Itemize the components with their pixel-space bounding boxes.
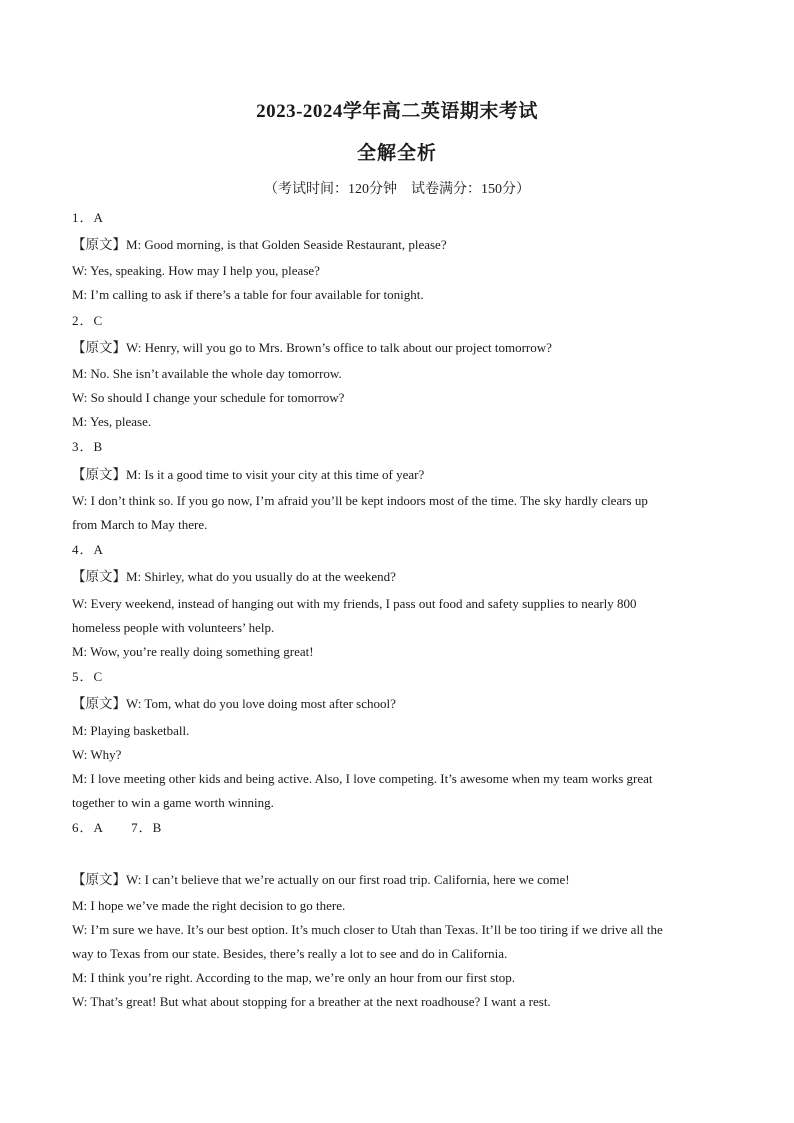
answer-6-7: 6．A 7．B — [72, 820, 163, 835]
transcript-line — [72, 871, 732, 889]
transcript-line: M: Wow, you’re really doing something great! — [72, 644, 314, 659]
transcript-line: M: I think you’re right. According to the map, we’re only an hour from our first stop. — [72, 970, 515, 985]
transcript-text: M: Good morning, is that Golden Seaside Restaurant, please? — [126, 237, 447, 252]
transcript-line: way to Texas from our state. Besides, there’s really a lot to see and do in California. — [72, 946, 508, 961]
transcript-tag: 【原文】 — [72, 569, 126, 584]
transcript-line: together to win a game worth winning. — [72, 795, 274, 810]
transcript-line: M: I’m calling to ask if there’s a table for four available for tonight. — [72, 287, 424, 302]
answer-5: 5．C — [72, 669, 104, 684]
answer-1: 1．A — [72, 210, 104, 225]
transcript-line: M: I hope we’ve made the right decision to go there. — [72, 898, 346, 913]
transcript-line: W: I’m sure we have. It’s our best option. It’s much closer to Utah than Texas. It’ll be too tiring if we drive all the — [72, 922, 663, 937]
transcript-text: W: Tom, what do you love doing most after school? — [126, 696, 396, 711]
transcript-text: W: Henry, will you go to Mrs. Brown’s office to talk about our project tomorrow? — [126, 340, 552, 355]
transcript-tag: 【原文】 — [72, 237, 126, 252]
answer-4: 4．A — [72, 542, 104, 557]
transcript-line — [72, 339, 732, 357]
transcript-tag: 【原文】 — [72, 696, 126, 711]
transcript-line — [72, 695, 732, 713]
transcript-line — [72, 466, 732, 484]
transcript-line: W: So should I change your schedule for tomorrow? — [72, 390, 345, 405]
transcript-line: M: I love meeting other kids and being active. Also, I love competing. It’s awesome when my team works great — [72, 771, 653, 786]
transcript-text: M: Is it a good time to visit your city at this time of year? — [126, 467, 425, 482]
transcript-tag: 【原文】 — [72, 872, 126, 887]
transcript-tag: 【原文】 — [72, 467, 126, 482]
transcript-line: M: Yes, please. — [72, 414, 152, 429]
transcript-tag: 【原文】 — [72, 340, 126, 355]
transcript-line: homeless people with volunteers’ help. — [72, 620, 275, 635]
answer-3: 3．B — [72, 439, 104, 454]
transcript-line: W: Yes, speaking. How may I help you, please? — [72, 263, 320, 278]
transcript-line: W: Every weekend, instead of hanging out with my friends, I pass out food and safety supplies to nearly 800 — [72, 596, 637, 611]
transcript-line: M: No. She isn’t available the whole day tomorrow. — [72, 366, 342, 381]
transcript-line — [72, 236, 732, 254]
transcript-line: W: Why? — [72, 747, 122, 762]
transcript-line: W: That’s great! But what about stopping for a breather at the next roadhouse? I want a rest. — [72, 994, 551, 1009]
document-title: 2023-2024学年高二英语期末考试 — [256, 101, 538, 122]
transcript-line: M: Playing basketball. — [72, 723, 190, 738]
transcript-text: M: Shirley, what do you usually do at the weekend? — [126, 569, 396, 584]
transcript-line: from March to May there. — [72, 517, 208, 532]
exam-info: （考试时间：120分钟 试卷满分：150分） — [264, 182, 530, 197]
document-subtitle: 全解全析 — [356, 143, 437, 164]
transcript-line: W: I don’t think so. If you go now, I’m afraid you’ll be kept indoors most of the time. The sky hardly clears up — [72, 493, 648, 508]
transcript-text: W: I can’t believe that we’re actually on our first road trip. California, here we come! — [126, 872, 570, 887]
transcript-line — [72, 568, 732, 586]
answer-2: 2．C — [72, 313, 104, 328]
